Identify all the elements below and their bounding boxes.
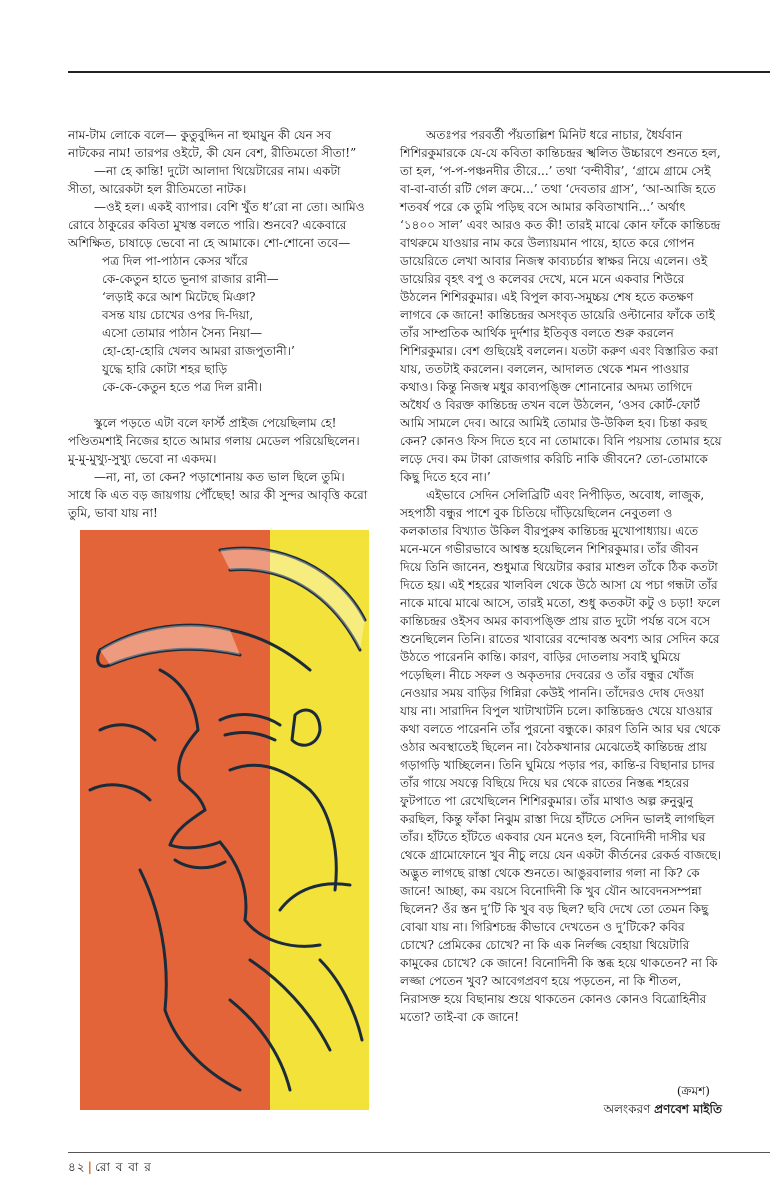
paragraph: —ওই হল। একই ব্যাপার। বেশি খুঁত ধ’রো না তো। আমিও রোবে ঠাকুরের কবিতা মুখস্ত বলতে পারি। শুনবে? একেবারে অশিক্ষিত, চাষাড়ে ভেবো না হে আমাকে। শো-শোনো তবে— — [68, 200, 365, 250]
continued-label: (ক্রমশ) — [676, 1084, 710, 1098]
left-column — [68, 126, 370, 522]
poem-line: এসো তোমার পাঠান সৈন্য নিয়া— — [102, 326, 262, 340]
poem-line: ‘লড়াই করে আশ মিটেছে মিঞা? — [102, 290, 256, 304]
paragraph: —না হে কান্তি! দুটো আলাদা থিয়েটারের নাম। একটা সীতা, আরেকটা হল রীতিমতো নাটক। — [68, 164, 341, 196]
poem-block — [68, 252, 370, 396]
bottom-rule — [68, 1152, 770, 1153]
abstract-face-collage-icon — [80, 530, 369, 1110]
poem-line: কে-কেতুন হাতে ভূনাগ রাজার রানী— — [102, 272, 279, 286]
paragraph: অতঃপর পরবর্তী পঁয়তাল্লিশ মিনিট ধরে নাচার, ধৈর্যবান শিশিরকুমারকে যে-যে কবিতা কান্তিচন্দ্রর স্খলিত উচ্চারণে শুনতে হল, তা হল, ‘প-প-পঞ্চনদীর তীরে...’ তথা ‘বন্দীবীর’, ‘গ্রামে গ্রামে সেই বা-বা-বার্তা রটি গেল ক্রমে...’ তথা ‘দেবতার গ্রাস’, ‘আ-আজি হতে শতবর্ষ পরে কে তুমি পড়িছ বসে আমার কবিতাখানি...’ অর্থাৎ ‘১৪০০ সাল’ এবং আরও কত কী! তারই মাঝে কোন ফাঁকে কান্তিচন্দ্র বাথরুমে যাওয়ার নাম করে উল্যায়মান পায়ে, হাতে করে গোপন ডায়েরিতে লেখা আবার নিজস্ব কাব্যচর্চার স্বাক্ষর নিয়ে এলেন। ওই ডায়েরির বৃহৎ বপু ও কলেবর দেখে, মনে মনে একবার শিউরে উঠলেন শিশিরকুমার। এই বিপুল কাব্য-সমুচ্চয় শেষ হতে কতক্ষণ লাগবে কে জানে! কান্তিচন্দ্রর অসংবৃত ডায়েরি ওল্টানোর ফাঁকে তাই তাঁর সাম্প্রতিক আর্থিক দুর্দশার ইতিবৃত্ত বলতে শুরু করলেন শিশিরকুমার। বেশ গুছিয়েই বললেন। যতটা করুণ এবং বিস্তারিত করা যায়, ততটাই করলেন। বললেন, আদালত থেকে শমন পাওয়ার কথাও। কিন্তু নিজস্ব মধুর কাব্যপঙ্ক্তি শোনানোর অদম্য তাগিদে অধৈর্য ও বিরক্ত কান্তিচন্দ্র তখন বলে উঠলেন, ‘ওসব কোর্ট-ফোর্ট আমি সামলে দেব। আরে আমিই তোমার উ-উকিল হব। চিন্তা করছ কেন? কোনও ফিস দিতে হবে না তোমাকে। বিনি পয়সায় তোমার হয়ে লড়ে দেব। কম টাকা রোজগার করিচি নাকি জীবনে? তো-তোমাকে কিছু দিতে হবে না।’ — [400, 128, 722, 484]
article-footer — [400, 1082, 722, 1118]
paragraph: এইভাবে সেদিন সেলিব্রিটি এবং নিপীড়িত, অবোধ, লাজুক, সহপাঠী বন্ধুর পাশে বুক চিতিয়ে দাঁড়িয়েছিলেন নেবুতলা ও কলকাতার বিখ্যাত উকিল বীরপুরুষ কান্তিচন্দ্র মুখোপাধ্যায়। এতে মনে-মনে গভীরভাবে আশ্বস্ত হয়েছিলেন শিশিরকুমার। তাঁর জীবন দিয়ে তিনি জানেন, শুধুমাত্র থিয়েটার করার মাশুল তাঁকে ঠিক কতটা দিতে হয়। এই শহরের খালবিল থেকে উঠে আসা যে পচা গন্ধটা তাঁর নাকে মাঝে মাঝে আসে, তারই মতো, শুধু কতকটা কটু ও চড়া! ফলে কান্তিচন্দ্রর ওইসব অমর কাব্যপঙ্ক্তি প্রায় রাত দুটো পর্যন্ত বসে বসে শুনেছিলেন তিনি। রাতের খাবারের বন্দোবস্ত অবশ্য আর সেদিন করে উঠতে পারেননি কান্তি। কারণ, বাড়ির দোতলায় সবাই ঘুমিয়ে পড়েছিল। নীচে সফল ও অকৃতদার দেবরের ও তাঁর বন্ধুর খোঁজ নেওয়ার সময় বাড়ির গিন্নিরা কেউই পাননি। তাঁদেরও দোষ দেওয়া যায় না। সারাদিন বিপুল খাটাখাটনি চলে। কান্তিচন্দ্রও খেয়ে যাওয়ার কথা বলতে পারেননি তাঁর পুরনো বন্ধুকে। কারণ তিনি আর ঘর থেকে ওঠার অবস্থাতেই ছিলেন না। বৈঠকখানার মেঝেতেই কান্তিচন্দ্র প্রায় গড়াগড়ি খাচ্ছিলেন। তিনি ঘুমিয়ে পড়ার পর, কান্তি-র বিছানার চাদর তাঁর গায়ে সযত্নে বিছিয়ে দিয়ে ঘর থেকে রাতের নিস্তব্ধ শহরের ফুটপাতে পা রেখেছিলেন শিশিরকুমার। তাঁর মাথাও অল্প রুনুঝুনু করছিল, কিন্তু ফাঁকা নিঝুম রাস্তা দিয়ে হাঁটতে সেদিন ভালই লাগছিল তাঁর। হাঁটতে হাঁটতে একবার যেন মনেও হল, বিনোদিনী দাসীর ঘর থেকে গ্রামোফোনে খুব নীচু লয়ে যেন একটা কীর্তনের রেকর্ড বাজছে। অদ্ভুত লাগছে রাস্তা থেকে শুনতে। আঙুরবালার গলা না কি? কে জানে! আচ্ছা, কম বয়সে বিনোদিনী কি খুব যৌন আবেদনসম্পন্না ছিলেন? ওঁর স্তন দু’টি কি খুব বড় ছিল? ছবি দেখে তো তেমন কিছু বোঝা যায় না। গিরিশচন্দ্র কীভাবে দেখতেন ও দু’টিকে? কবির চোখে? প্রেমিকের চোখে? না কি এক নির্লজ্জ বেহায়া থিয়েটারি কামুকের চোখে? কে জানে! বিনোদিনী কি স্তব্ধ হয়ে থাকতেন? না কি লজ্জা পেতেন খুব? আবেগপ্রবণ হয়ে পড়তেন, না কি শীতল, নিরাসক্ত হয়ে বিছানায় শুয়ে থাকতেন কোনও কোনও বিত্রোহিনীর মতো? তাই-বা কে জানে! — [400, 488, 722, 1024]
paragraph: নাম-টাম লোকে বলে— কুতুবুদ্দিন না হুমায়ুন কী যেন সব নাটকের নাম! তারপর ওইটে, কী যেন বেশ, রীতিমতো সীতা!” — [68, 128, 357, 160]
separator-bar: | — [87, 1160, 93, 1174]
poem-line: পত্র দিল পা-পাঠান কেসর খাঁরে — [102, 254, 248, 268]
right-column — [400, 126, 722, 1026]
credit-name: প্রণবেশ মাইতি — [654, 1102, 722, 1116]
top-rule — [68, 71, 770, 73]
paragraph: —না, না, তা কেন? পড়াশোনায় কত ভাল ছিলে তুমি। সাধে কি এত বড় জায়গায় পৌঁছেছ! আর কী সুন্দর আবৃত্তি করো তুমি, ভাবা যায় না! — [68, 470, 368, 520]
magazine-name: রো ব বা র — [94, 1160, 152, 1174]
page-number: ৪২ — [68, 1160, 86, 1174]
poem-line: হো-হো-হোরি খেলব আমরা রাজপুতানী।’ — [102, 344, 295, 358]
page-footer — [68, 1159, 152, 1179]
paragraph: স্কুলে পড়তে এটা বলে ফার্স্ট প্রাইজ পেয়েছিলাম হে! পণ্ডিতমশাই নিজের হাতে আমার গলায় মেডেল পরিয়েছিলেন। মু-মু-মুখ্যু-সুখ্যু ভেবো না একদম। — [68, 416, 360, 466]
credit-label: অলংকরণ — [603, 1102, 651, 1116]
poem-line: কে-কে-কেতুন হতে পত্র দিল রানী। — [102, 380, 263, 394]
poem-line: যুদ্ধে হারি কোটা শহর ছাড়ি — [102, 362, 228, 376]
illustration-credit — [400, 1100, 722, 1118]
poem-line: বসন্ত যায় চোখের ওপর দি-দিয়া, — [102, 308, 254, 322]
